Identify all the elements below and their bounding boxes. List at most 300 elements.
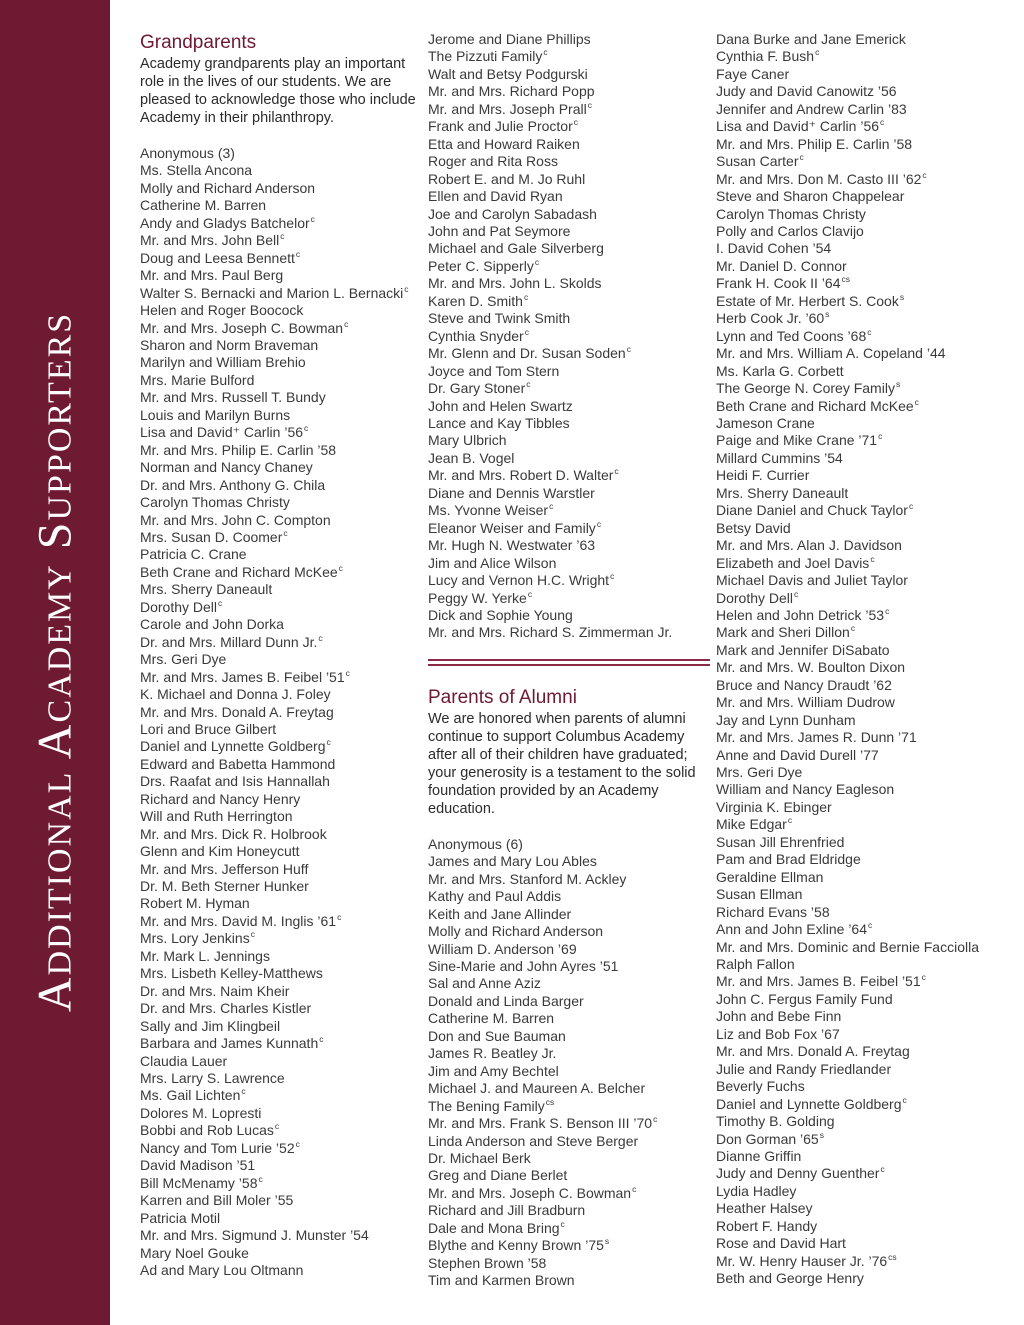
donor-name-text: Daniel and Lynnette Goldberg	[716, 1095, 902, 1112]
donor-name	[716, 502, 1016, 519]
donor-marker: c	[587, 99, 592, 110]
donor-name	[140, 529, 422, 546]
grandparents-list-continued	[428, 31, 710, 642]
donor-name	[140, 1262, 422, 1279]
donor-name	[428, 1272, 710, 1289]
donor-name-text: Richard and Jill Bradburn	[428, 1202, 586, 1219]
donor-name	[140, 878, 422, 895]
donor-name-text: Karen D. Smith	[428, 292, 523, 309]
donor-name	[428, 923, 710, 940]
donor-name-text: Carole and John Dorka	[140, 616, 284, 633]
donor-name	[716, 1043, 1016, 1060]
donor-name-text: Estate of Mr. Herbert S. Cook	[716, 292, 899, 309]
donor-marker: c	[337, 911, 342, 922]
donor-name	[716, 1183, 1016, 1200]
donor-name	[716, 240, 1016, 257]
donor-name	[716, 467, 1016, 484]
donor-marker: c	[787, 815, 793, 826]
donor-name	[716, 1008, 1016, 1025]
donor-name-text: Jennifer and Andrew Carlin ’83	[716, 100, 907, 117]
donor-name	[140, 965, 422, 982]
donor-name	[140, 581, 422, 598]
donor-name-text: Stephen Brown ’58	[428, 1254, 547, 1271]
donor-name	[140, 634, 422, 651]
donor-name-text: Jim and Alice Wilson	[428, 554, 557, 571]
donor-name	[428, 590, 710, 607]
donor-name-text: Mr. and Mrs. Don M. Casto III ’62	[716, 170, 922, 187]
donor-name-text: James and Mary Lou Ables	[428, 853, 597, 870]
donor-name-text: Mrs. Sherry Daneault	[716, 484, 849, 501]
donor-name-text: Dr. Gary Stoner	[428, 380, 526, 397]
donor-name	[428, 83, 710, 100]
donor-name	[140, 930, 422, 947]
donor-name	[716, 153, 1016, 170]
donor-name-text: Michael J. and Maureen A. Belcher	[428, 1080, 646, 1097]
donor-name-text: Carolyn Thomas Christy	[140, 494, 290, 511]
donor-marker: c	[527, 588, 533, 599]
donor-name	[428, 888, 710, 905]
donor-name	[428, 206, 710, 223]
donor-name-text: I. David Cohen ’54	[716, 240, 832, 257]
donor-name	[428, 1220, 710, 1237]
donor-name-text: Dr. and Mrs. Millard Dunn Jr.	[140, 633, 318, 650]
donor-name	[716, 258, 1016, 275]
donor-name-text: Lydia Hadley	[716, 1182, 797, 1199]
parents-of-alumni-list	[428, 836, 710, 1290]
donor-name-text: Andy and Gladys Batchelor	[140, 214, 310, 231]
donor-name	[140, 180, 422, 197]
donor-name	[716, 223, 1016, 240]
donor-name-text: Mr. and Mrs. James B. Feibel ’51	[140, 668, 345, 685]
donor-name-text: Timothy B. Golding	[716, 1113, 835, 1130]
donor-name	[716, 1200, 1016, 1217]
donor-name-text: Joyce and Tom Stern	[428, 362, 560, 379]
donor-name-text: Sine-Marie and John Ayres ’51	[428, 958, 619, 975]
donor-name-text: Mr. Mark L. Jennings	[140, 947, 270, 964]
donor-name	[716, 886, 1016, 903]
donor-marker: c	[258, 1173, 263, 1184]
donor-name	[716, 991, 1016, 1008]
donor-name-text: Frank H. Cook II ’64	[716, 275, 841, 292]
donor-name-text: Joe and Carolyn Sabadash	[428, 205, 597, 222]
donor-name-text: James R. Beatley Jr.	[428, 1045, 557, 1062]
donor-marker: s	[604, 1236, 610, 1247]
donor-name	[716, 293, 1016, 310]
donor-name	[428, 1080, 710, 1097]
donor-name-text: Molly and Richard Anderson	[428, 923, 604, 940]
donor-name	[428, 853, 710, 870]
donor-name	[140, 232, 422, 249]
donor-name-text: Cynthia F. Bush	[716, 48, 815, 65]
donor-name-text: Beverly Fuchs	[716, 1078, 805, 1095]
donor-name	[716, 973, 1016, 990]
donor-name-text: Ann and John Exline ’64	[716, 921, 867, 938]
donor-name-text: Richard Evans ’58	[716, 903, 830, 920]
donor-name-text: Mr. and Mrs. Dick R. Holbrook	[140, 825, 327, 842]
donor-name-text: William and Nancy Eagleson	[716, 781, 895, 798]
donor-name	[716, 345, 1016, 362]
donor-name-text: Etta and Howard Raiken	[428, 135, 580, 152]
donor-name-text: Mary Noel Gouke	[140, 1244, 249, 1261]
donor-name	[716, 921, 1016, 938]
donor-marker: c	[632, 1183, 637, 1194]
donor-name-text: Anonymous (6)	[428, 835, 523, 852]
donor-marker: c	[295, 248, 301, 259]
donor-name	[140, 162, 422, 179]
donor-marker: cs	[888, 1251, 897, 1262]
donor-name	[428, 520, 710, 537]
donor-name	[716, 328, 1016, 345]
donor-name	[428, 432, 710, 449]
donor-name-text: Molly and Richard Anderson	[140, 179, 316, 196]
donor-name-text: Helen and Roger Boocock	[140, 302, 304, 319]
donor-name	[428, 467, 710, 484]
donor-name	[716, 781, 1016, 798]
donor-name-text: Dorothy Dell	[140, 598, 218, 615]
donor-name-text: Mr. and Mrs. William A. Copeland ’44	[716, 345, 946, 362]
donor-name-text: Mr. and Mrs. John Bell	[140, 232, 280, 249]
donor-name	[716, 816, 1016, 833]
donor-name	[716, 136, 1016, 153]
donor-marker: c	[867, 326, 872, 337]
donor-marker: s	[899, 291, 905, 302]
donor-name-text: Dr. M. Beth Sterner Hunker	[140, 878, 309, 895]
donor-name	[140, 913, 422, 930]
donor-name	[428, 1063, 710, 1080]
donor-name-text: Mrs. Geri Dye	[716, 764, 803, 781]
donor-name	[140, 791, 422, 808]
donor-marker: c	[596, 518, 602, 529]
donor-name-text: Frank and Julie Proctor	[428, 118, 573, 135]
donor-name-text: Walt and Betsy Podgurski	[428, 65, 588, 82]
donor-name-text: Ms. Stella Ancona	[140, 162, 253, 179]
donor-name	[428, 1202, 710, 1219]
donor-name	[716, 275, 1016, 292]
donor-name	[716, 432, 1016, 449]
donor-marker: c	[908, 501, 914, 512]
donor-name-text: Mr. and Mrs. Joseph C. Bowman	[428, 1184, 632, 1201]
donor-name	[140, 895, 422, 912]
donor-name-text: Mr. and Mrs. Donald A. Freytag	[716, 1043, 910, 1060]
donor-name	[716, 380, 1016, 397]
donor-name	[140, 756, 422, 773]
donor-name	[140, 1070, 422, 1087]
donor-name	[428, 398, 710, 415]
donor-name-text: Robert F. Handy	[716, 1217, 818, 1234]
donor-name-text: Catherine M. Barren	[140, 197, 267, 214]
donor-name-text: Mr. and Mrs. Stanford M. Ackley	[428, 870, 627, 887]
donor-name-text: Patricia C. Crane	[140, 546, 247, 563]
donor-marker: s	[819, 1129, 824, 1140]
donor-name-text: Patricia Motil	[140, 1209, 221, 1226]
donor-name-text: Beth and George Henry	[716, 1270, 864, 1287]
donor-name-text: Polly and Carlos Clavijo	[716, 222, 864, 239]
donor-name-text: Mr. and Mrs. Sigmund J. Munster ’54	[140, 1227, 369, 1244]
donor-name-text: Susan Ellman	[716, 886, 803, 903]
donor-name	[140, 704, 422, 721]
donor-name-text: Mike Edgar	[716, 816, 787, 833]
donor-name	[716, 520, 1016, 537]
donor-name	[716, 118, 1016, 135]
donor-name-text: Roger and Rita Ross	[428, 153, 558, 170]
donor-name	[428, 1150, 710, 1167]
donor-name	[140, 1210, 422, 1227]
donor-name	[716, 694, 1016, 711]
donor-name	[140, 721, 422, 738]
donor-name	[428, 101, 710, 118]
donor-name	[716, 188, 1016, 205]
donor-name-text: K. Michael and Donna J. Foley	[140, 686, 331, 703]
donor-name	[140, 564, 422, 581]
donor-name	[428, 328, 710, 345]
donor-name-text: Mr. and Mrs. Paul Berg	[140, 267, 284, 284]
donor-name	[428, 240, 710, 257]
donor-name	[428, 153, 710, 170]
donor-name	[140, 1000, 422, 1017]
donor-name-text: Liz and Bob Fox ’67	[716, 1025, 840, 1042]
donor-name-text: Rose and David Hart	[716, 1235, 846, 1252]
donor-name-text: Ad and Mary Lou Oltmann	[140, 1262, 304, 1278]
donor-name-text: Will and Ruth Herrington	[140, 808, 293, 825]
donor-marker: c	[878, 431, 883, 442]
donor-marker: c	[610, 571, 615, 582]
column-2	[428, 31, 710, 1290]
donor-name	[716, 1078, 1016, 1095]
donor-name	[716, 1096, 1016, 1113]
donor-marker: c	[283, 527, 288, 538]
donor-name-text: Bill McMenamy ’58	[140, 1174, 258, 1191]
donor-name	[716, 642, 1016, 659]
donor-name	[716, 171, 1016, 188]
donor-marker: c	[549, 501, 554, 512]
donor-name	[716, 799, 1016, 816]
column-1	[140, 31, 422, 1279]
donor-name	[716, 1218, 1016, 1235]
donor-name-text: Ms. Yvonne Weiser	[428, 502, 549, 519]
parents-of-alumni-intro: We are honored when parents of alumni continue to support Columbus Academy after all of their children have graduated; your generosity is a testament to the solid foundation provided by an Academy education.	[428, 710, 696, 817]
donor-name-text: Mr. and Mrs. Joseph C. Bowman	[140, 319, 344, 336]
donor-marker: c	[560, 1218, 565, 1229]
donor-name	[716, 712, 1016, 729]
donor-name	[428, 572, 710, 589]
donor-name	[428, 363, 710, 380]
donor-name	[428, 836, 710, 853]
donor-name	[716, 607, 1016, 624]
donor-name-text: Mr. and Mrs. Dominic and Bernie Facciolla	[716, 938, 979, 955]
donor-name-text: Ellen and David Ryan	[428, 188, 563, 205]
donor-name-text: Pam and Brad Eldridge	[716, 851, 861, 868]
donor-name-text: Marilyn and William Brehio	[140, 354, 306, 371]
donor-name-text: Jean B. Vogel	[428, 449, 515, 466]
donor-name	[140, 1105, 422, 1122]
donor-name-text: Dr. and Mrs. Naim Kheir	[140, 982, 290, 999]
donor-name	[428, 975, 710, 992]
donor-name-text: Anonymous (3)	[140, 145, 235, 161]
donor-name	[140, 1035, 422, 1052]
sidebar-band	[0, 0, 110, 1325]
donor-name-text: Sally and Jim Klingbeil	[140, 1017, 281, 1034]
donor-name-text: Keith and Jane Allinder	[428, 905, 572, 922]
donor-name-text: Dick and Sophie Young	[428, 606, 573, 623]
donor-name	[140, 442, 422, 459]
donor-marker: c	[524, 326, 529, 337]
donor-name-text: Susan Carter	[716, 153, 799, 170]
donor-name	[428, 188, 710, 205]
donor-name-text: Mr. and Mrs. John L. Skolds	[428, 275, 602, 292]
donor-marker: c	[868, 920, 873, 931]
donor-name	[716, 851, 1016, 868]
donor-name	[716, 206, 1016, 223]
donor-name	[140, 267, 422, 284]
donor-name	[428, 450, 710, 467]
donor-name-text: Nancy and Tom Lurie ’52	[140, 1139, 295, 1156]
donor-name	[716, 1270, 1016, 1287]
parents-of-alumni-list-continued	[716, 31, 1016, 1288]
donor-name-text: Steve and Sharon Chappelear	[716, 188, 905, 205]
donor-name-text: Norman and Nancy Chaney	[140, 459, 313, 476]
donor-name	[716, 624, 1016, 641]
donor-name	[428, 293, 710, 310]
donor-marker: s	[895, 379, 901, 390]
donor-name	[428, 48, 710, 65]
donor-name	[428, 118, 710, 135]
donor-name-text: Barbara and James Kunnath	[140, 1035, 319, 1052]
donor-name-text: Ms. Gail Lichten	[140, 1087, 241, 1104]
donor-name-text: Lisa and David⁺ Carlin ’56	[716, 118, 880, 135]
donor-name-text: Glenn and Kim Honeycutt	[140, 843, 300, 860]
donor-name	[140, 1140, 422, 1157]
donor-name	[428, 871, 710, 888]
donor-name	[716, 537, 1016, 554]
donor-marker: c	[338, 562, 343, 573]
donor-name	[428, 223, 710, 240]
donor-name	[140, 320, 422, 337]
donor-name	[428, 1115, 710, 1132]
donor-name-text: Walter S. Bernacki and Marion L. Bernacki	[140, 284, 404, 301]
donor-marker: c	[885, 605, 890, 616]
donor-name-text: Jim and Amy Bechtel	[428, 1062, 559, 1079]
donor-name	[716, 101, 1016, 118]
donor-name	[140, 250, 422, 267]
donor-name-text: Anne and David Durell ’77	[716, 746, 879, 763]
donor-name-text: Robert E. and M. Jo Ruhl	[428, 170, 586, 187]
donor-name	[140, 948, 422, 965]
donor-marker: c	[880, 1164, 885, 1175]
donor-name	[716, 1148, 1016, 1165]
donor-name	[716, 485, 1016, 502]
donor-name-text: Dr. and Mrs. Charles Kistler	[140, 1000, 312, 1017]
donor-name-text: The George N. Corey Family	[716, 380, 895, 397]
donor-marker: c	[921, 972, 926, 983]
donor-name-text: Mr. and Mrs. David M. Inglis ’61	[140, 912, 337, 929]
donor-marker: s	[825, 309, 830, 320]
donor-name-text: Peggy W. Yerke	[428, 589, 527, 606]
donor-name-text: Claudia Lauer	[140, 1052, 228, 1069]
donor-marker: c	[318, 632, 323, 643]
donor-name-text: Linda Anderson and Steve Berger	[428, 1132, 639, 1149]
donor-name	[428, 66, 710, 83]
donor-name-text: Tim and Karmen Brown	[428, 1272, 575, 1289]
donor-name-text: Mrs. Marie Bulford	[140, 371, 255, 388]
donor-name-text: Mr. and Mrs. Jefferson Huff	[140, 860, 309, 877]
donor-marker: c	[543, 47, 548, 58]
donor-name-text: Dale and Mona Bring	[428, 1219, 560, 1236]
donor-name	[716, 956, 1016, 973]
donor-marker: cs	[841, 274, 850, 285]
donor-name-text: Mr. W. Henry Hauser Jr. ’76	[716, 1252, 888, 1269]
donor-name-text: Diane and Dennis Warstler	[428, 484, 595, 501]
donor-name-text: Carolyn Thomas Christy	[716, 205, 866, 222]
donor-marker: cs	[545, 1096, 555, 1107]
donor-name	[140, 1175, 422, 1192]
donor-name	[140, 546, 422, 563]
donor-marker: c	[326, 737, 331, 748]
donor-name	[716, 363, 1016, 380]
donor-name	[716, 555, 1016, 572]
donor-name-text: David Madison ’51	[140, 1157, 256, 1174]
donor-name-text: Susan Jill Ehrenfried	[716, 833, 845, 850]
donor-marker: c	[280, 231, 285, 242]
donor-name-text: Robert M. Hyman	[140, 895, 250, 912]
donor-name-text: Herb Cook Jr. ’60	[716, 310, 825, 327]
donor-name	[428, 537, 710, 554]
donor-name-text: Drs. Raafat and Isis Hannallah	[140, 773, 330, 790]
donor-name-text: Edward and Babetta Hammond	[140, 755, 336, 772]
donor-name	[140, 669, 422, 686]
donor-name-text: Mr. and Mrs. Richard S. Zimmerman Jr.	[428, 624, 673, 641]
donor-name	[140, 197, 422, 214]
donor-name-text: Betsy David	[716, 519, 791, 536]
donor-name	[140, 337, 422, 354]
donor-name-text: Diane Daniel and Chuck Taylor	[716, 502, 908, 519]
donor-name	[140, 372, 422, 389]
donor-name-text: William D. Anderson ’69	[428, 940, 577, 957]
donor-name	[428, 1255, 710, 1272]
donor-name-text: Mr. and Mrs. Donald A. Freytag	[140, 703, 334, 720]
column-3	[716, 31, 1016, 1288]
donor-name	[428, 607, 710, 624]
donor-name	[140, 302, 422, 319]
donor-name	[716, 310, 1016, 327]
donor-name-text: Don Gorman ’65	[716, 1130, 819, 1147]
donor-name-text: Lance and Kay Tibbles	[428, 414, 570, 431]
donor-name	[428, 1028, 710, 1045]
donor-name	[428, 345, 710, 362]
donor-marker: c	[344, 318, 349, 329]
donor-name-text: Beth Crane and Richard McKee	[140, 563, 338, 580]
donor-name	[716, 677, 1016, 694]
donor-name	[140, 808, 422, 825]
donor-name-text: Karren and Bill Moler ’55	[140, 1192, 294, 1209]
donor-name	[428, 485, 710, 502]
donor-marker: c	[573, 117, 578, 128]
donor-name	[140, 1087, 422, 1104]
donor-name	[140, 843, 422, 860]
donor-name-text: Mr. and Mrs. W. Boulton Dixon	[716, 659, 906, 676]
donor-marker: c	[526, 379, 531, 390]
donor-name	[716, 66, 1016, 83]
donor-name	[428, 993, 710, 1010]
donor-name-text: Dana Burke and Jane Emerick	[716, 31, 906, 47]
donor-name-text: Mrs. Lory Jenkins	[140, 930, 250, 947]
donor-name-text: Mary Ulbrich	[428, 432, 507, 449]
donor-name	[716, 31, 1016, 48]
donor-name-text: Mrs. Lisbeth Kelley-Matthews	[140, 965, 323, 982]
donor-name	[140, 616, 422, 633]
donor-name	[428, 1133, 710, 1150]
donor-name-text: Catherine M. Barren	[428, 1010, 555, 1027]
donor-name-text: John and Pat Seymore	[428, 222, 571, 239]
